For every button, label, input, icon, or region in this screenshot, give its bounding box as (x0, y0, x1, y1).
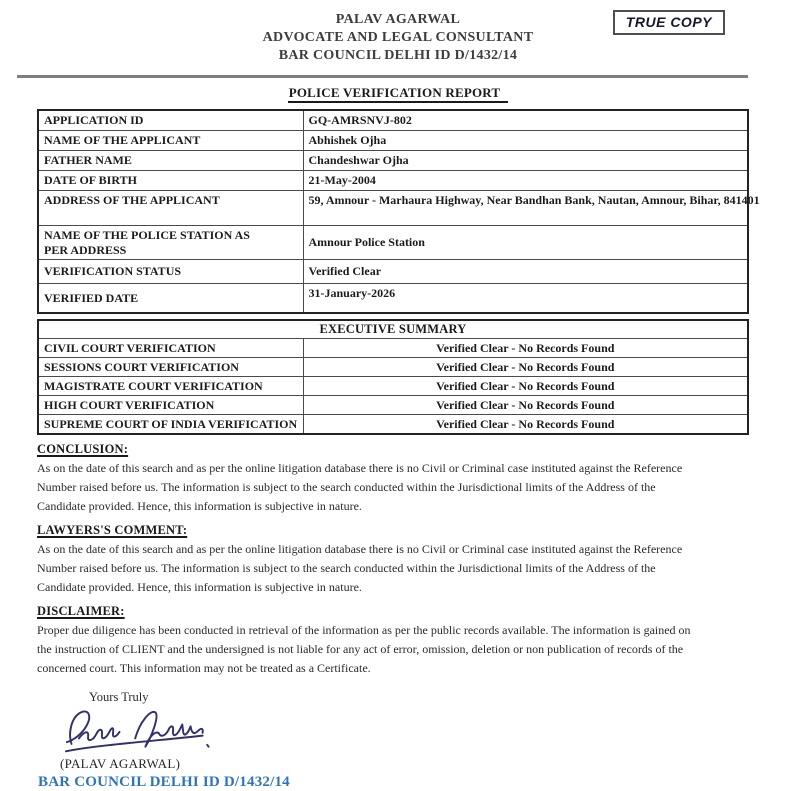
paragraph-line: Proper due diligence has been conducted in retrieval of the information as per the public records available. The information is gained on (37, 623, 691, 637)
paragraph-line: Candidate provided. Hence, this information is subjective in nature. (37, 499, 362, 513)
disclaimer-section (37, 604, 766, 678)
applicant-details-table (37, 109, 760, 314)
row-value: Verified Clear (303, 260, 748, 284)
table-row (38, 358, 748, 377)
paragraph-line: concerned court. This information may not be treated as a Certificate. (37, 661, 371, 675)
conclusion-heading: CONCLUSION: (37, 442, 129, 456)
row-value: GQ-AMRSNVJ-802 (303, 110, 748, 131)
advocate-designation: ADVOCATE AND LEGAL CONSULTANT (262, 30, 534, 45)
table-header-row (38, 320, 748, 339)
true-copy-stamp: TRUE COPY (613, 10, 725, 35)
row-value: Verified Clear - No Records Found (303, 415, 748, 435)
row-label: ADDRESS OF THE APPLICANT (38, 191, 303, 226)
row-label: DATE OF BIRTH (38, 171, 303, 191)
paragraph-line: As on the date of this search and as per the online litigation database there is no Civil or Criminal case instituted against the Reference (37, 542, 683, 556)
paragraph-line: the instruction of CLIENT and the undersigned is not liable for any act of error, omission, deletion or non publication of records of the (37, 642, 684, 656)
header-divider (17, 75, 748, 78)
advocate-name: PALAV AGARWAL (335, 12, 461, 27)
row-label: HIGH COURT VERIFICATION (38, 396, 303, 415)
row-value: Verified Clear - No Records Found (303, 396, 748, 415)
table-row (38, 171, 748, 191)
row-value: 59, Amnour - Marhaura Highway, Near Bandhan Bank, Nautan, Amnour, Bihar, 841401 (303, 191, 748, 226)
lawyers-comment-section (37, 523, 766, 597)
row-label: SUPREME COURT OF INDIA VERIFICATION (38, 415, 303, 435)
row-value: 31-January-2026 (303, 284, 748, 314)
table-row (38, 415, 748, 435)
salutation: Yours Truly (89, 690, 149, 704)
row-label: VERIFICATION STATUS (38, 260, 303, 284)
row-label: NAME OF THE POLICE STATION AS PER ADDRESS (38, 226, 303, 260)
table-row (38, 191, 748, 226)
row-value: Verified Clear - No Records Found (303, 377, 748, 396)
advocate-bar-id: BAR COUNCIL DELHI ID D/1432/14 (278, 48, 518, 63)
signature-image (50, 707, 796, 755)
disclaimer-heading: DISCLAIMER: (37, 604, 125, 618)
row-value: Verified Clear - No Records Found (303, 339, 748, 358)
row-value: 21-May-2004 (303, 171, 748, 191)
row-value: Abhishek Ojha (303, 131, 748, 151)
signatory-name: (PALAV AGARWAL) (60, 756, 181, 771)
row-label: NAME OF THE APPLICANT (38, 131, 303, 151)
paragraph-line: Candidate provided. Hence, this information is subjective in nature. (37, 580, 362, 594)
page-title: POLICE VERIFICATION REPORT (0, 85, 796, 101)
table-row (38, 377, 748, 396)
table-row (38, 339, 748, 358)
row-label: MAGISTRATE COURT VERIFICATION (38, 377, 303, 396)
row-value: Chandeshwar Ojha (303, 151, 748, 171)
table-row (38, 151, 748, 171)
bar-council-id-line: BAR COUNCIL DELHI ID D/1432/14 (38, 774, 290, 790)
table-row (38, 226, 748, 260)
row-value: Verified Clear - No Records Found (303, 358, 748, 377)
table-row (38, 110, 748, 131)
row-label: SESSIONS COURT VERIFICATION (38, 358, 303, 377)
row-label: VERIFIED DATE (38, 284, 303, 314)
table-row (38, 284, 748, 314)
row-label: CIVIL COURT VERIFICATION (38, 339, 303, 358)
handwritten-signature-icon (50, 707, 225, 755)
paragraph-line: As on the date of this search and as per the online litigation database there is no Civil or Criminal case instituted against the Reference (37, 461, 683, 475)
table-row (38, 131, 748, 151)
paragraph-line: Number raised before us. The information is subject to the search conducted within the Jurisdictional limits of the Address of the (37, 561, 656, 575)
executive-summary-table (37, 319, 749, 435)
table-row (38, 396, 748, 415)
paragraph-line: Number raised before us. The information is subject to the search conducted within the Jurisdictional limits of the Address of the (37, 480, 656, 494)
executive-summary-heading: EXECUTIVE SUMMARY (38, 320, 748, 339)
conclusion-section (37, 442, 766, 516)
row-value: Amnour Police Station (303, 226, 748, 260)
table-row (38, 260, 748, 284)
lawyers-comment-heading: LAWYERS'S COMMENT: (37, 523, 188, 537)
row-label: FATHER NAME (38, 151, 303, 171)
row-label: APPLICATION ID (38, 110, 303, 131)
